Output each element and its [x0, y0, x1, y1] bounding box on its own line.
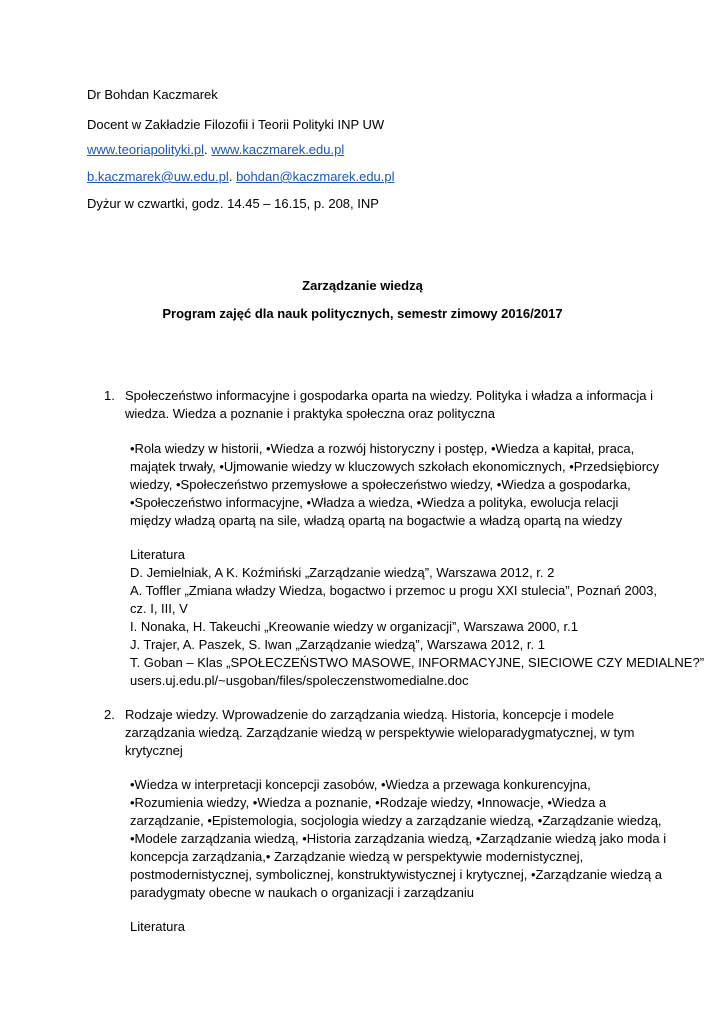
section-2-heading-line: zarządzania wiedzą. Zarządzanie wiedzą w perspektywie wieloparadygmatycznej, w tym [125, 725, 635, 740]
section-1-topics-line: między władzą opartą na sile, władzą opartą na bogactwie a władzą opartą na wiedzy [130, 513, 623, 528]
author-name: Dr Bohdan Kaczmarek [87, 87, 218, 102]
section-2-topics-line: zarządzanie, •Epistemologia, socjologia wiedzy a zarządzanie wiedzą, •Zarządzanie wiedzą, [130, 813, 662, 828]
website-separator: . [204, 142, 212, 157]
websites-line [87, 141, 344, 159]
section-2-topics-line: •Wiedza w interpretacji koncepcji zasobów, •Wiedza a przewaga konkurencyjna, [130, 777, 591, 792]
course-subtitle: Program zajęć dla nauk politycznych, semestr zimowy 2016/2017 [162, 306, 563, 321]
section-1-topics-line: wiedzy, •Społeczeństwo przemysłowe a społeczeństwo wiedzy, •Wiedza a gospodarka, [130, 477, 631, 492]
section-2-topics-line: •Modele zarządzania wiedzą, •Historia zarządzania wiedzą, •Zarządzanie wiedzą jako moda i [130, 831, 667, 846]
section-1-heading-line: Społeczeństwo informacyjne i gospodarka oparta na wiedzy. Polityka i władza a informacja i [125, 388, 653, 403]
email-link-kaczmarek[interactable]: bohdan@kaczmarek.edu.pl [236, 169, 395, 184]
website-link-teoriapolityki[interactable]: www.teoriapolityki.pl [87, 142, 205, 157]
section-2-number: 2. [104, 707, 115, 722]
section-1-topics-line: •Rola wiedzy w historii, •Wiedza a rozwój historyczny i postęp, •Wiedza a kapitał, praca, [130, 441, 635, 456]
section-1-literature-item: cz. I, III, V [130, 601, 188, 616]
author-position: Docent w Zakładzie Filozofii i Teorii Polityki INP UW [87, 117, 385, 132]
office-hours: Dyżur w czwartki, godz. 14.45 – 16.15, p. 208, INP [87, 196, 379, 211]
section-1-literature-item: A. Toffler „Zmiana władzy Wiedza, bogactwo i przemoc u progu XXI stulecia”, Poznań 2003, [130, 583, 658, 598]
website-link-kaczmarek[interactable]: www.kaczmarek.edu.pl [211, 142, 345, 157]
email-separator: . [228, 169, 237, 184]
section-1-literature-item: users.uj.edu.pl/~usgoban/files/spoleczenstwomedialne.doc [130, 673, 469, 688]
section-2-literature-label: Literatura [130, 919, 185, 934]
section-2-topics-line: paradygmaty obecne w naukach o organizacji i zarządzaniu [130, 885, 474, 900]
section-1-topics-line: majątek trwały, •Ujmowanie wiedzy w kluczowych szkołach ekonomicznych, •Przedsiębiorcy [130, 459, 660, 474]
section-1-literature-item: I. Nonaka, H. Takeuchi „Kreowanie wiedzy w organizacji”, Warszawa 2000, r.1 [130, 619, 578, 634]
section-2-topics-line: koncepcja zarządzania,• Zarządzanie wiedzą w perspektywie modernistycznej, [130, 849, 584, 864]
section-2-heading-line: Rodzaje wiedzy. Wprowadzenie do zarządzania wiedzą. Historia, koncepcje i modele [125, 707, 614, 722]
course-title: Zarządzanie wiedzą [302, 278, 423, 293]
emails-line [87, 168, 395, 186]
section-1-topics-line: •Społeczeństwo informacyjne, •Władza a wiedza, •Wiedza a polityka, ewolucja relacji [130, 495, 619, 510]
section-1-number: 1. [104, 388, 115, 403]
section-2-heading-line: krytycznej [125, 743, 183, 758]
email-link-uw[interactable]: b.kaczmarek@uw.edu.pl [87, 169, 229, 184]
section-2-topics-line: •Rozumienia wiedzy, •Wiedza a poznanie, •Rodzaje wiedzy, •Innowacje, •Wiedza a [130, 795, 607, 810]
section-1-literature-item: J. Trajer, A. Paszek, S. Iwan „Zarządzanie wiedzą”, Warszawa 2012, r. 1 [130, 637, 545, 652]
section-1-literature-item: D. Jemielniak, A K. Koźmiński „Zarządzanie wiedzą”, Warszawa 2012, r. 2 [130, 565, 555, 580]
section-1-literature-label: Literatura [130, 547, 185, 562]
section-1-literature-item: T. Goban – Klas „SPOŁECZEŃSTWO MASOWE, INFORMACYJNE, SIECIOWE CZY MEDIALNE?” [130, 655, 705, 670]
section-1-heading-line: wiedza. Wiedza a poznanie i praktyka społeczna oraz polityczna [125, 406, 495, 421]
section-2-topics-line: postmodernistycznej, symbolicznej, konstruktywistycznej i krytycznej, •Zarządzanie wiedzą a [130, 867, 662, 882]
